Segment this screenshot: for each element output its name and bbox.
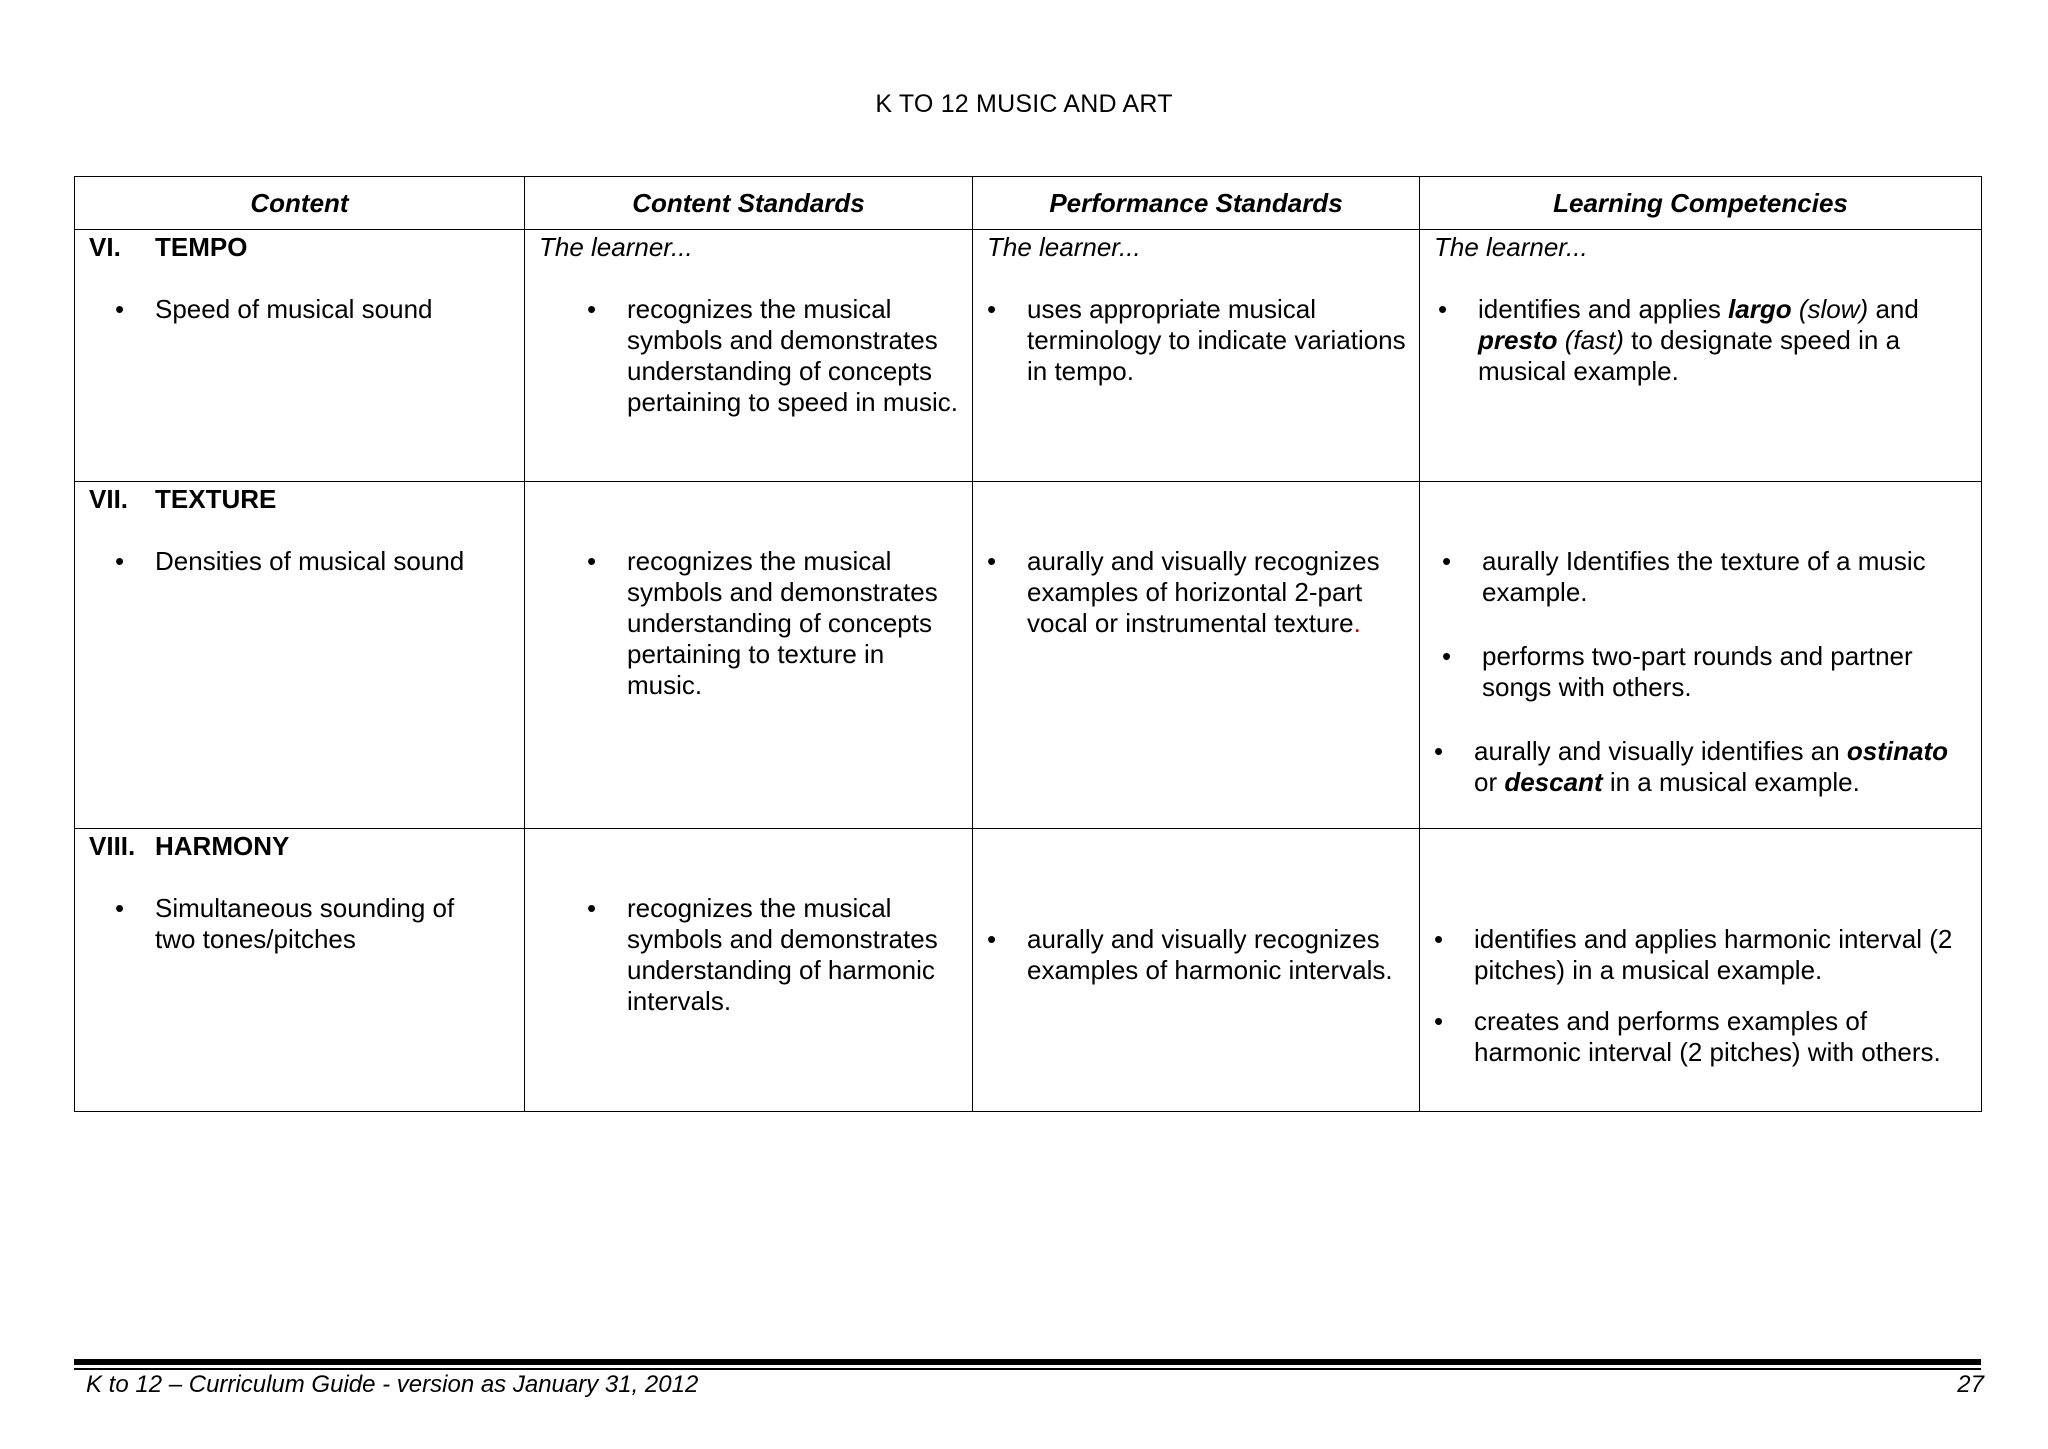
- learning-competencies-cell: [1420, 482, 1982, 829]
- content-standards-list: [627, 893, 962, 1017]
- section-heading: [89, 232, 247, 263]
- curriculum-table: [74, 176, 1982, 1112]
- term-descant: descant: [1504, 767, 1603, 797]
- list-item: • Densities of musical sound: [155, 546, 515, 577]
- list-item: • aurally and visually recognizes examples of horizontal 2-part vocal or instrumental texture.: [1027, 546, 1412, 639]
- list-item: • Speed of musical sound: [155, 294, 515, 325]
- page-header-title: K TO 12 MUSIC AND ART: [875, 90, 1173, 118]
- performance-standards-cell: [973, 482, 1420, 829]
- table-row-harmony: [75, 829, 1982, 1112]
- content-cell: [75, 482, 525, 829]
- table-header-row: [75, 177, 1982, 230]
- section-heading: [89, 831, 289, 862]
- content-standards-cell: [525, 482, 973, 829]
- list-item: • identifies and applies largo (slow) and presto (fast) to designate speed in a musical example.: [1478, 294, 1968, 387]
- content-standards-cell: [525, 829, 973, 1112]
- term-ostinato: ostinato: [1846, 736, 1948, 766]
- content-list: [155, 893, 485, 955]
- footer-divider-thin: [74, 1368, 1981, 1370]
- list-item: • Simultaneous sounding of two tones/pitches: [155, 893, 485, 955]
- learner-intro: The learner...: [987, 232, 1141, 262]
- term-fast: (fast): [1564, 325, 1624, 355]
- footer-divider-thick: [74, 1359, 1981, 1365]
- list-item: • creates and performs examples of harmonic interval (2 pitches) with others.: [1474, 1006, 1974, 1068]
- term-slow: (slow): [1798, 294, 1869, 324]
- section-number: VI.: [89, 232, 121, 262]
- list-item: • uses appropriate musical terminology to indicate variations in tempo.: [1027, 294, 1412, 387]
- list-item: • performs two-part rounds and partner songs with others.: [1482, 641, 1972, 703]
- learning-competencies-cell: [1420, 829, 1982, 1112]
- term-presto: presto: [1478, 325, 1558, 355]
- list-item: • aurally and visually identifies an ostinato or descant in a musical example.: [1474, 736, 1972, 798]
- performance-standards-list: [1027, 546, 1412, 639]
- content-cell: [75, 829, 525, 1112]
- content-cell: [75, 230, 525, 482]
- list-item: • recognizes the musical symbols and demonstrates understanding of concepts pertaining to speed in music.: [627, 294, 962, 418]
- competencies-list: [1478, 294, 1968, 387]
- list-item: • identifies and applies harmonic interval (2 pitches) in a musical example.: [1474, 924, 1974, 986]
- list-item: • recognizes the musical symbols and demonstrates understanding of harmonic intervals.: [627, 893, 962, 1017]
- section-number: VII.: [89, 484, 129, 514]
- column-header-performance-standards: Performance Standards: [973, 177, 1420, 230]
- list-item: • aurally and visually recognizes examples of harmonic intervals.: [1027, 924, 1417, 986]
- red-period: .: [1353, 608, 1361, 638]
- section-number: VIII.: [89, 831, 136, 861]
- learner-intro: The learner...: [539, 232, 693, 262]
- section-heading: [89, 484, 276, 515]
- page-number: 27: [1957, 1371, 1984, 1398]
- content-list: [155, 546, 515, 577]
- column-header-content-standards: Content Standards: [525, 177, 973, 230]
- list-item: • recognizes the musical symbols and demonstrates understanding of concepts pertaining to texture in music.: [627, 546, 962, 701]
- section-title: TEMPO: [155, 232, 248, 262]
- performance-standards-cell: [973, 829, 1420, 1112]
- competencies-list: [1474, 546, 1972, 798]
- performance-standards-cell: [973, 230, 1420, 482]
- learning-competencies-cell: [1420, 230, 1982, 482]
- section-title: TEXTURE: [155, 484, 277, 514]
- content-standards-cell: [525, 230, 973, 482]
- table-row-texture: [75, 482, 1982, 829]
- content-standards-list: [627, 294, 962, 418]
- competencies-list: [1474, 924, 1974, 1068]
- performance-standards-list: [1027, 924, 1417, 986]
- table-row-tempo: [75, 230, 1982, 482]
- footer-version-text: K to 12 – Curriculum Guide - version as January 31, 2012: [86, 1371, 699, 1398]
- column-header-content: Content: [75, 177, 525, 230]
- learner-intro: The learner...: [1434, 232, 1588, 262]
- column-header-learning-competencies: Learning Competencies: [1420, 177, 1982, 230]
- content-list: [155, 294, 515, 325]
- content-standards-list: [627, 546, 962, 701]
- performance-standards-list: [1027, 294, 1412, 387]
- list-item: • aurally Identifies the texture of a music example.: [1482, 546, 1972, 608]
- section-title: HARMONY: [155, 831, 290, 861]
- term-largo: largo: [1728, 294, 1792, 324]
